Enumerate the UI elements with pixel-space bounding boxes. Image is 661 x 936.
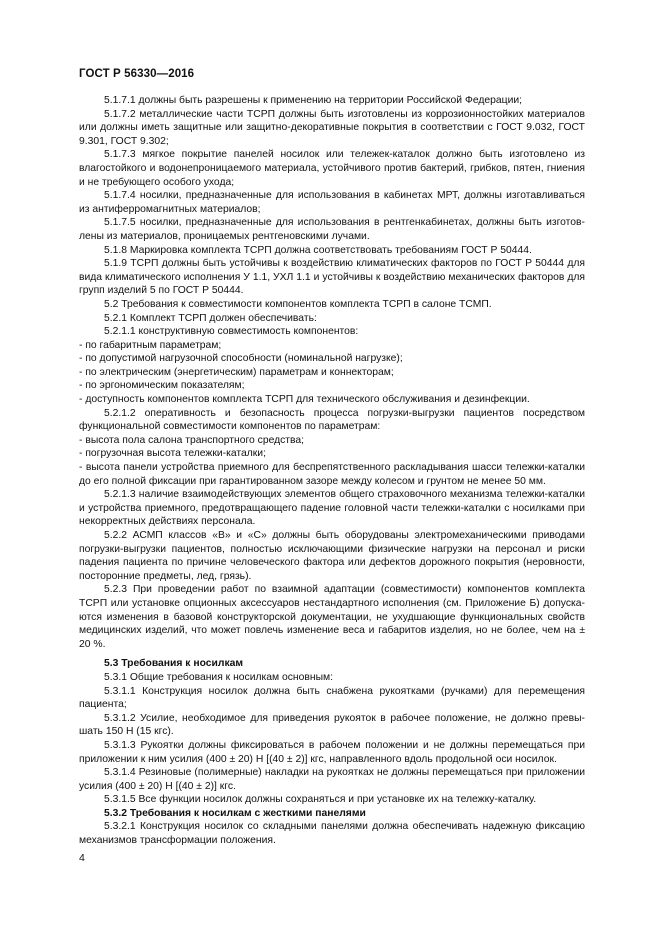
- paragraph: 5.2.1.3 наличие взаимодействующих элементов общего страховочного механизма тележки-каталки и устройства приемного, предотвращающего падение головной части тележки-каталки с носилками при некорректных действиях персонала.: [79, 489, 585, 528]
- paragraph: - по габаритным параметрам;: [79, 339, 222, 351]
- paragraph: 5.3.1.1 Конструкция носилок должна быть снабжена рукоятками (ручками) для перемещения пациента;: [79, 685, 585, 711]
- paragraph: 5.2.1.1 конструктивную совместимость компонентов:: [104, 326, 359, 338]
- paragraph: - по допустимой нагрузочной способности (номинальной нагрузке);: [79, 353, 403, 365]
- page-number: 4: [79, 852, 85, 864]
- paragraph: - по электрическим (энергетическим) параметрам и коннекторам;: [79, 366, 394, 378]
- paragraph: 5.1.9 ТСРП должны быть устойчивы к воздействию климатических факторов по ГОСТ Р 50444 для вида климатического исполнения У 1.1, УХЛ 1.1 и устойчивы к воздействию механических факторов для групп изделий 5 по ГОСТ Р 50444.: [79, 258, 585, 297]
- paragraph: 5.3.1 Общие требования к носилкам основным:: [104, 671, 334, 683]
- paragraph: 5.1.8 Маркировка комплекта ТСРП должна соответствовать требованиям ГОСТ Р 50444.: [104, 244, 532, 256]
- paragraph: 5.3.1.4 Резиновые (полимерные) накладки на рукоятках не должны перемещаться при приложении усилия (400 ± 20) Н [(40 ± 2)] кгс.: [79, 767, 585, 792]
- paragraph: 5.1.7.5 носилки, предназначенные для использования в рентгенкабинетах, должны быть изготовлены из материалов, проницаемых рентгеновскими лучами.: [79, 217, 585, 242]
- paragraph: 5.3.1.5 Все функции носилок должны сохраняться и при установке их на тележку-каталку.: [104, 794, 537, 806]
- section-heading: 5.3 Требования к носилкам: [104, 658, 244, 670]
- paragraph: - доступность компонентов комплекта ТСРП для технического обслуживания и дезинфекции.: [79, 394, 530, 406]
- paragraph: 5.2.1 Комплект ТСРП должен обеспечивать:: [104, 312, 317, 324]
- paragraph: 5.1.7.3 мягкое покрытие панелей носилок или тележек-каталок должно быть изготовлено из влагостойкого и водонепроницаемого материала, устойчивого против бактерий, грибков, пятен, гниения и не требующего особого ухода;: [79, 149, 585, 188]
- document-body: [79, 94, 585, 848]
- paragraph: 5.3.2.1 Конструкция носилок со складными панелями должна обеспечивать надежную фиксацию механизмов трансформации положения.: [79, 821, 585, 847]
- paragraph: - по эргономическим показателям;: [79, 380, 245, 392]
- paragraph: 5.3.1.2 Усилие, необходимое для приведения рукояток в рабочее положение, не должно превышать 150 Н (15 кгс).: [79, 712, 585, 738]
- paragraph: - высота панели устройства приемного для беспрепятственного раскладывания шасси тележки-каталки до его полной фиксации при гарантированном зазоре между колесом и грунтом не менее 50 мм.: [79, 462, 585, 487]
- paragraph: 5.2.1.2 оперативность и безопасность процесса погрузки-выгрузки пациентов посредством функциональной совместимости компонентов по параметрам:: [79, 407, 585, 433]
- document-header: ГОСТ Р 56330—2016: [79, 68, 195, 80]
- paragraph: 5.3.1.3 Рукоятки должны фиксироваться в рабочем положении и не должны перемещаться при приложении к ним усилия (400 ± 20) Н [(40 ± 2)] кгс, направленного вдоль продольной оси носилок.: [79, 739, 585, 765]
- section-heading: 5.3.2 Требования к носилкам с жесткими панелями: [104, 807, 366, 819]
- paragraph: 5.2 Требования к совместимости компонентов комплекта ТСРП в салоне ТСМП.: [104, 298, 492, 310]
- paragraph: 5.1.7.2 металлические части ТСРП должны быть изготовлены из коррозионностойких материалов или должны иметь защитные или защитно-декоративные покрытия в соответствии с ГОСТ 9.032, ГОСТ 9.301, ГОСТ 9.302;: [79, 108, 585, 147]
- paragraph: 5.1.7.1 должны быть разрешены к применению на территории Российской Федерации;: [104, 95, 522, 106]
- paragraph: - погрузочная высота тележки-каталки;: [79, 448, 266, 460]
- paragraph: 5.2.2 АСМП классов «В» и «С» должны быть оборудованы электромеханическими приводами погрузки-выгрузки пациентов, полностью исключающими физические нагрузки на персонал и риски падения пациента по причине человеческого фактора или дефектов дорожного покрытия (неровности, посторонние предметы, лед, грязь).: [79, 530, 585, 582]
- paragraph: 5.1.7.4 носилки, предназначенные для использования в кабинетах МРТ, должны изготавливаться из антиферромагнитных материалов;: [79, 190, 585, 215]
- paragraph: 5.2.3 При проведении работ по взаимной адаптации (совместимости) компонентов комплекта ТСРП или установке опционных аксессуаров нестандартного исполнения (см. Приложение Б) допускаются изменения в базовой конструкторской документации, не ухудшающие функциональных свойств медицинских изделий, что может повлечь изменение веса и габаритов изделия, но не более, чем на ± 20 %.: [79, 584, 585, 650]
- paragraph: - высота пола салона транспортного средства;: [79, 434, 305, 446]
